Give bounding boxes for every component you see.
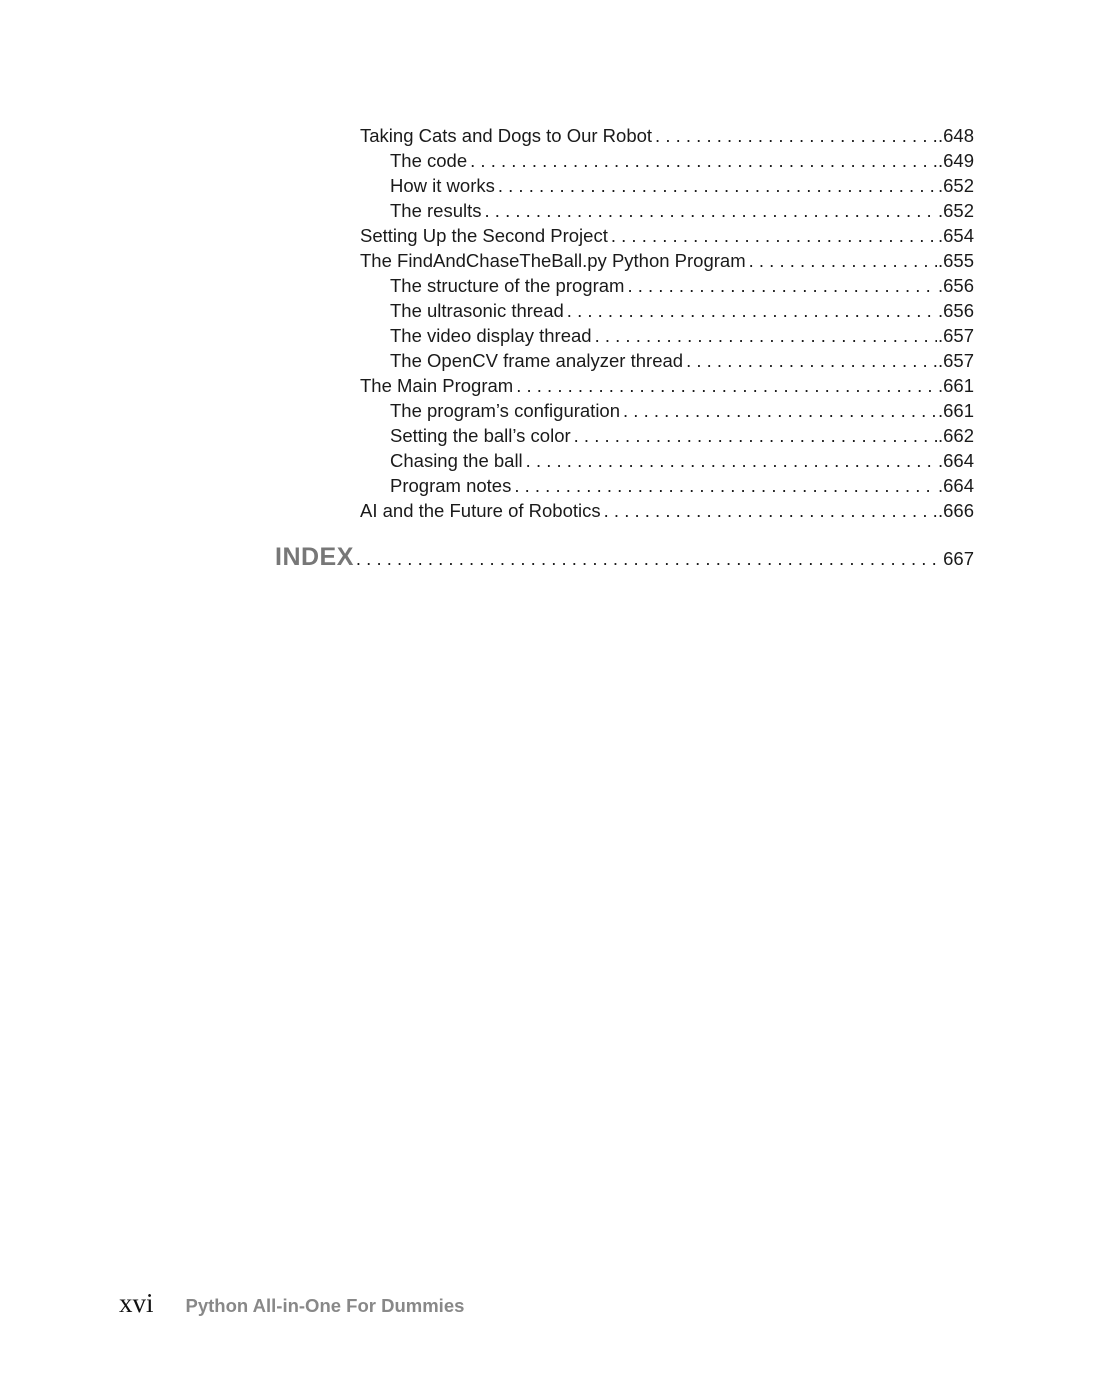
toc-entry[interactable] — [0, 223, 1106, 248]
toc-entry-title: The OpenCV frame analyzer thread — [390, 348, 686, 373]
dot-leader — [604, 498, 937, 523]
dot-leader — [686, 348, 937, 373]
toc-entry-title: Taking Cats and Dogs to Our Robot — [360, 123, 655, 148]
toc-entry-page: .662 — [937, 425, 974, 446]
toc-entry[interactable] — [0, 348, 1106, 373]
toc-entry[interactable] — [0, 148, 1106, 173]
dot-leader — [516, 373, 937, 398]
toc-entry-page: .661 — [937, 400, 974, 421]
toc-entry[interactable] — [0, 173, 1106, 198]
toc-entry-page: .648 — [937, 125, 974, 146]
toc-entry[interactable] — [0, 473, 1106, 498]
toc-entry[interactable] — [0, 273, 1106, 298]
toc-entry[interactable] — [0, 448, 1106, 473]
dot-leader — [470, 148, 937, 173]
page-number: xvi — [119, 1288, 154, 1318]
toc-entry-page: .656 — [937, 275, 974, 296]
toc-entry[interactable] — [0, 248, 1106, 273]
toc-entry-title: The structure of the program — [390, 273, 627, 298]
toc-entry-title: The results — [390, 198, 485, 223]
index-page: 667 — [943, 548, 974, 569]
index-title: INDEX — [275, 543, 354, 571]
toc-entry-page: .664 — [937, 450, 974, 471]
toc-entry[interactable] — [0, 198, 1106, 223]
toc-entry[interactable] — [0, 123, 1106, 148]
toc-entry-page: .652 — [937, 200, 974, 221]
toc-entry[interactable] — [0, 298, 1106, 323]
toc-entry-page: .652 — [937, 175, 974, 196]
dot-leader — [514, 473, 937, 498]
toc-entry-page: .664 — [937, 475, 974, 496]
toc-entry-page: .657 — [937, 350, 974, 371]
dot-leader — [485, 198, 937, 223]
toc-entry-page: .654 — [937, 225, 974, 246]
dot-leader — [595, 323, 937, 348]
toc-entry[interactable] — [0, 423, 1106, 448]
running-book-title: Python All-in-One For Dummies — [185, 1295, 465, 1316]
page-footer — [119, 1288, 464, 1319]
toc-entry-title: The video display thread — [390, 323, 595, 348]
toc-entry-page: .661 — [937, 375, 974, 396]
toc-entry[interactable] — [0, 373, 1106, 398]
toc-entry-title: The Main Program — [360, 373, 516, 398]
toc-entry-title: Chasing the ball — [390, 448, 526, 473]
toc-entry-title: Program notes — [390, 473, 514, 498]
toc-entry[interactable] — [0, 323, 1106, 348]
toc-entry-page: .656 — [937, 300, 974, 321]
dot-leader — [655, 123, 937, 148]
table-of-contents — [0, 123, 1106, 523]
toc-entry[interactable] — [0, 398, 1106, 423]
dot-leader — [356, 548, 942, 570]
toc-entry-title: The program’s configuration — [390, 398, 623, 423]
toc-entry-title: The code — [390, 148, 470, 173]
dot-leader — [611, 223, 937, 248]
dot-leader — [526, 448, 937, 473]
toc-entry-title: The ultrasonic thread — [390, 298, 567, 323]
toc-entry-title: How it works — [390, 173, 498, 198]
toc-entry-title: AI and the Future of Robotics — [360, 498, 604, 523]
dot-leader — [623, 398, 937, 423]
toc-entry-page: .649 — [937, 150, 974, 171]
toc-index-entry[interactable] — [275, 543, 974, 577]
dot-leader — [574, 423, 937, 448]
dot-leader — [567, 298, 937, 323]
toc-entry[interactable] — [0, 498, 1106, 523]
toc-entry-title: The FindAndChaseTheBall.py Python Program — [360, 248, 749, 273]
toc-entry-page: .666 — [937, 500, 974, 521]
toc-entry-page: .655 — [937, 250, 974, 271]
dot-leader — [627, 273, 937, 298]
toc-entry-title: Setting Up the Second Project — [360, 223, 611, 248]
toc-entry-page: .657 — [937, 325, 974, 346]
dot-leader — [749, 248, 937, 273]
dot-leader — [498, 173, 937, 198]
toc-entry-title: Setting the ball’s color — [390, 423, 574, 448]
